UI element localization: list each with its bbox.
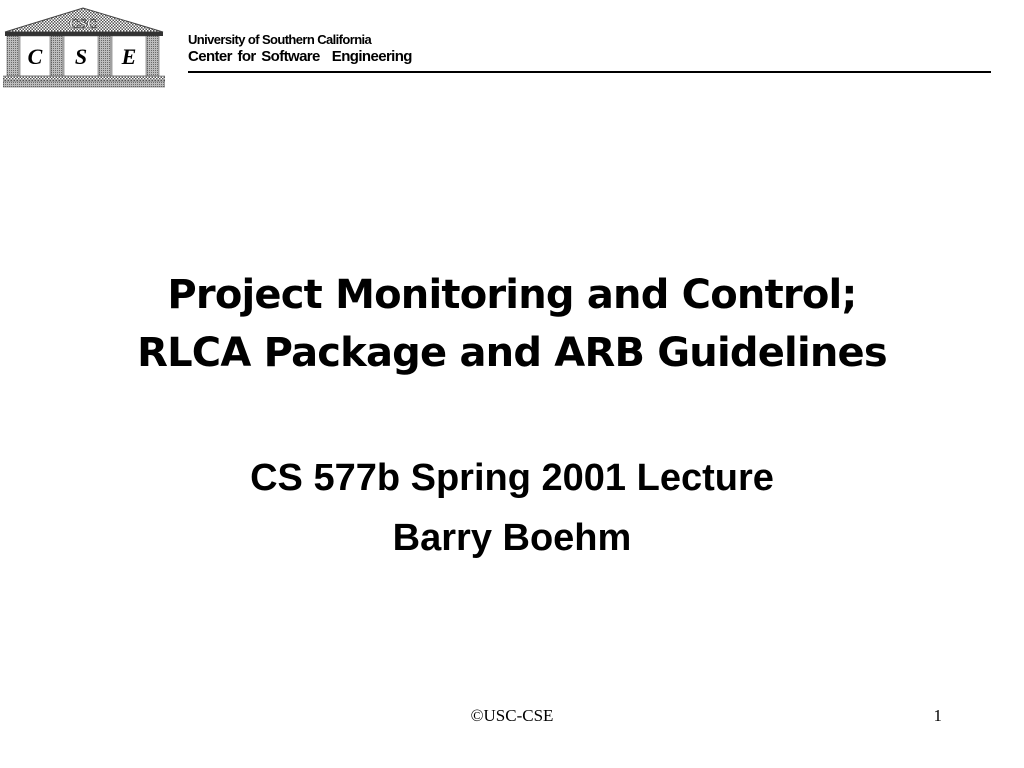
organization-name bbox=[188, 33, 412, 64]
logo-letter-c: C bbox=[27, 44, 43, 69]
header-rule bbox=[188, 71, 991, 73]
org-line-center-a: Center for Software bbox=[188, 48, 320, 65]
logo-letter-e: E bbox=[121, 44, 137, 69]
slide-title-line-2: RLCA Package and ARB Guidelines bbox=[137, 330, 887, 376]
usc-cse-logo bbox=[3, 6, 165, 88]
org-line-center-b: Engineering bbox=[331, 48, 412, 65]
org-line-center bbox=[188, 49, 412, 64]
slide-title-line-1: Project Monitoring and Control; bbox=[167, 272, 857, 318]
slide-subtitle bbox=[0, 448, 1024, 568]
logo-letter-s: S bbox=[74, 44, 88, 69]
slide-title bbox=[0, 266, 1024, 382]
presenter-name: Barry Boehm bbox=[392, 517, 632, 559]
logo-roof-text: CSC bbox=[68, 17, 98, 32]
page-number: 1 bbox=[933, 706, 942, 725]
lecture-label: CS 577b Spring 2001 Lecture bbox=[250, 457, 774, 499]
footer-copyright: ©USC-CSE bbox=[470, 706, 554, 725]
org-line-university: University of Southern California bbox=[188, 32, 372, 47]
